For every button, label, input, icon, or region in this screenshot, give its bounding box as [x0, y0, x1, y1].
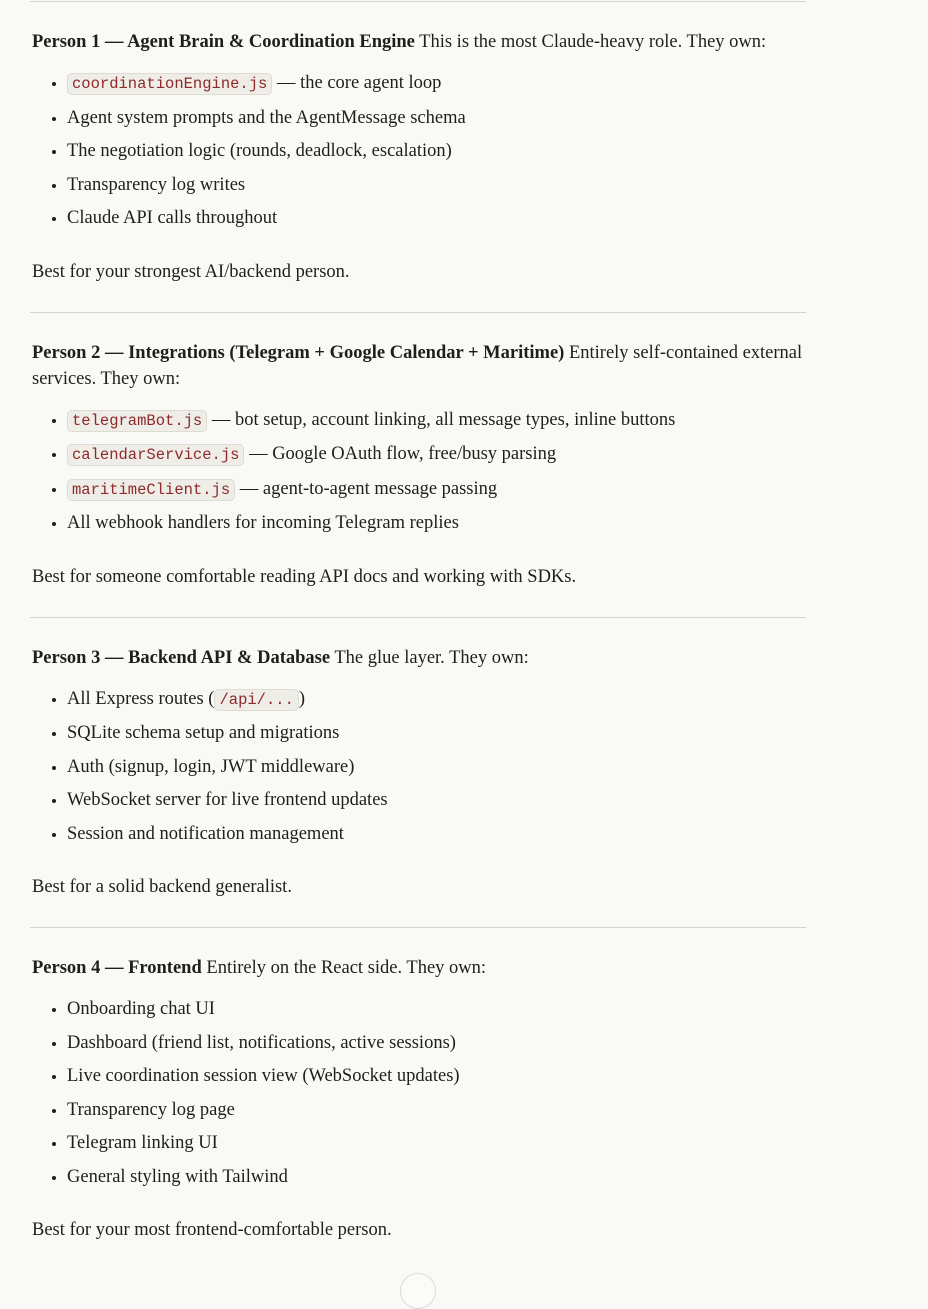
section-intro-text: Entirely self-contained external services. They own: — [32, 342, 803, 389]
list-item — [67, 135, 806, 169]
best-for-note: Best for a solid backend generalist. — [32, 877, 292, 897]
list-item — [67, 67, 806, 102]
best-for-note: Best for your strongest AI/backend person. — [32, 261, 350, 282]
item-text: Telegram linking UI — [67, 1133, 218, 1153]
list-item — [67, 751, 806, 785]
list-item — [67, 1161, 806, 1195]
person-section — [30, 340, 806, 590]
item-text: Session and notification management — [67, 823, 344, 844]
item-text: Live coordination session view (WebSocket updates) — [67, 1066, 460, 1086]
list-item — [67, 993, 806, 1027]
code-filename: telegramBot.js — [67, 410, 207, 432]
item-text: SQLite schema setup and migrations — [67, 723, 340, 743]
section-heading: Person 3 — Backend API & Database — [32, 647, 331, 668]
best-for-note: Best for someone comfortable reading API docs and working with SDKs. — [32, 566, 577, 587]
section-heading: Person 1 — Agent Brain & Coordination Engine — [32, 32, 415, 52]
person-section — [30, 955, 806, 1243]
responsibility-list — [30, 67, 806, 236]
best-for-note: Best for your most frontend-comfortable person. — [32, 1220, 392, 1240]
responsibility-list — [30, 993, 806, 1194]
code-filename: /api/... — [214, 689, 298, 711]
list-item — [67, 1027, 806, 1061]
item-text: — agent-to-agent message passing — [235, 478, 498, 499]
list-item — [67, 683, 806, 718]
section-intro — [32, 340, 806, 392]
list-item — [67, 1094, 806, 1128]
code-filename: maritimeClient.js — [67, 479, 235, 501]
code-filename: calendarService.js — [67, 444, 244, 466]
list-item — [67, 473, 806, 508]
document — [30, 1, 806, 1270]
list-item — [67, 784, 806, 818]
item-text: WebSocket server for live frontend updates — [67, 790, 388, 810]
responsibility-list — [30, 404, 806, 541]
item-text: All webhook handlers for incoming Telegram replies — [67, 513, 459, 533]
divider — [30, 1, 806, 2]
item-text: Auth (signup, login, JWT middleware) — [67, 756, 355, 777]
item-text: Claude API calls throughout — [67, 208, 278, 228]
divider — [30, 617, 806, 618]
section-intro — [32, 645, 806, 671]
item-text: The negotiation logic (rounds, deadlock, escalation) — [67, 141, 452, 161]
section-heading: Person 4 — Frontend — [32, 958, 202, 978]
item-text: Onboarding chat UI — [67, 999, 215, 1019]
list-item — [67, 1127, 806, 1161]
list-item — [67, 818, 806, 852]
code-filename: coordinationEngine.js — [67, 73, 272, 95]
list-item — [67, 169, 806, 203]
item-text: Dashboard (friend list, notifications, active sessions) — [67, 1032, 456, 1053]
item-text: ) — [298, 688, 306, 709]
person-section — [30, 645, 806, 901]
section-intro-text: Entirely on the React side. They own: — [201, 958, 487, 978]
section-intro — [32, 29, 806, 55]
item-text: Agent system prompts and the AgentMessage schema — [67, 107, 466, 128]
item-text: — the core agent loop — [272, 73, 442, 93]
item-text: — Google OAuth flow, free/busy parsing — [244, 444, 557, 464]
item-text: General styling with Tailwind — [67, 1166, 288, 1187]
section-intro — [32, 955, 806, 981]
section-intro-text: The glue layer. They own: — [330, 647, 529, 668]
list-item — [67, 404, 806, 439]
list-item — [67, 507, 806, 541]
section-intro-text: This is the most Claude-heavy role. They own: — [414, 32, 767, 52]
list-item — [67, 717, 806, 751]
item-text: Transparency log page — [67, 1099, 235, 1120]
list-item — [67, 102, 806, 136]
divider — [30, 927, 806, 928]
responsibility-list — [30, 683, 806, 852]
section-heading: Person 2 — Integrations (Telegram + Google Calendar + Maritime) — [32, 342, 565, 363]
list-item — [67, 1060, 806, 1094]
person-section — [30, 29, 806, 285]
divider — [30, 312, 806, 313]
scroll-down-button[interactable] — [400, 1273, 436, 1309]
item-prefix: All Express routes ( — [67, 688, 215, 709]
item-text: Transparency log writes — [67, 174, 246, 195]
item-text: — bot setup, account linking, all message types, inline buttons — [207, 409, 676, 430]
list-item — [67, 202, 806, 236]
list-item — [67, 438, 806, 473]
